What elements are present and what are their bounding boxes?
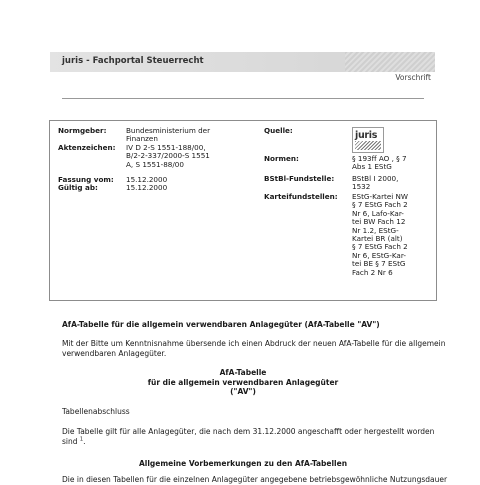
juris-logo [352, 127, 384, 153]
heading-line: AfA-Tabelle [219, 368, 267, 377]
aktenzeichen-line: B/2-2-337/2000-S 1551 [126, 151, 210, 161]
aktenzeichen-label: Aktenzeichen: [58, 143, 116, 152]
fassung-label: Fassung vom: [58, 175, 114, 184]
normgeber-line: Finanzen [126, 134, 158, 144]
header-decoration [345, 52, 435, 72]
normen-line: Abs 1 EStG [352, 162, 392, 172]
kartei-line: Kartei BR (alt) [352, 234, 403, 244]
document-title: AfA-Tabelle für die allgemein verwendbaren Anlagegüter (AfA-Tabelle "AV") [62, 320, 380, 329]
normgeber-line: Bundesministerium der [126, 126, 211, 135]
metadata-box [49, 120, 437, 301]
fassung-value: 15.12.2000 [126, 175, 168, 184]
gueltig-value: 15.12.2000 [126, 183, 168, 192]
kartei-line: Fach 2 Nr 6 [352, 267, 393, 277]
applies-end: . [83, 436, 86, 446]
kartei-line: § 7 EStG Fach 2 [352, 200, 408, 210]
kartei-value [352, 193, 408, 277]
kartei-line: tei BW Fach 12 [352, 217, 406, 227]
portal-header [50, 52, 435, 72]
aktenzeichen-line: IV D 2-S 1551-188/00, [126, 143, 206, 152]
footnote-marker[interactable]: 1 [79, 436, 84, 443]
partial-paragraph: Die in diesen Tabellen für die einzelnen Anlagegüter angegebene betriebsgewöhnliche Nutzungsdauer [62, 475, 448, 484]
heading-line: für die allgemein verwendbaren Anlagegüter [147, 377, 339, 387]
kartei-line: § 7 EStG Fach 2 [352, 242, 408, 252]
normgeber-value [126, 127, 210, 144]
document-type: Vorschrift [395, 73, 431, 82]
intro-line: Mit der Bitte um Kenntnisnahme übersende ich einen Abdruck der neuen AfA-Tabelle für die allgemein [62, 339, 446, 348]
applies-text: sind [62, 436, 78, 446]
juris-logo-text: juris [355, 130, 378, 141]
kartei-line: EStG-Kartei NW [352, 192, 409, 201]
kartei-line: Nr 6, Lafo-Kar- [352, 208, 404, 218]
portal-title: juris - Fachportal Steuerrecht [62, 56, 204, 66]
gueltig-label: Gültig ab: [58, 183, 98, 192]
normgeber-label: Normgeber: [58, 126, 107, 135]
aktenzeichen-value [126, 144, 210, 169]
quelle-label: Quelle: [264, 126, 293, 135]
intro-paragraph [62, 339, 445, 358]
divider [62, 98, 424, 99]
applies-line [62, 437, 434, 447]
kartei-label: Karteifundstellen: [264, 192, 338, 201]
kartei-line: Nr 1.2, EStG- [352, 225, 399, 235]
kartei-line: tei BE § 7 EStG [352, 259, 406, 269]
applies-line: Die Tabelle gilt für alle Anlagegüter, die nach dem 31.12.2000 angeschafft oder hergestellt worden [62, 427, 435, 436]
bstbl-line: 1532 [352, 182, 371, 192]
section-heading: Allgemeine Vorbemerkungen zu den AfA-Tabellen [138, 459, 348, 468]
normen-line: § 193ff AO , § 7 [352, 154, 407, 163]
kartei-line: Nr 6, EStG-Kar- [352, 250, 406, 260]
intro-line: verwendbaren Anlagegüter. [62, 348, 167, 358]
heading-line: ("AV") [230, 387, 256, 397]
tabellenabschluss: Tabellenabschluss [62, 407, 130, 416]
table-heading [62, 368, 424, 397]
applies-paragraph [62, 427, 434, 446]
logo-stripes [355, 141, 381, 150]
bstbl-line: BStBl I 2000, [352, 174, 399, 183]
normen-value [352, 155, 407, 172]
bstbl-value [352, 175, 398, 192]
bstbl-label: BStBl-Fundstelle: [264, 174, 335, 183]
aktenzeichen-line: A, S 1551-88/00 [126, 159, 184, 169]
normen-label: Normen: [264, 154, 299, 163]
